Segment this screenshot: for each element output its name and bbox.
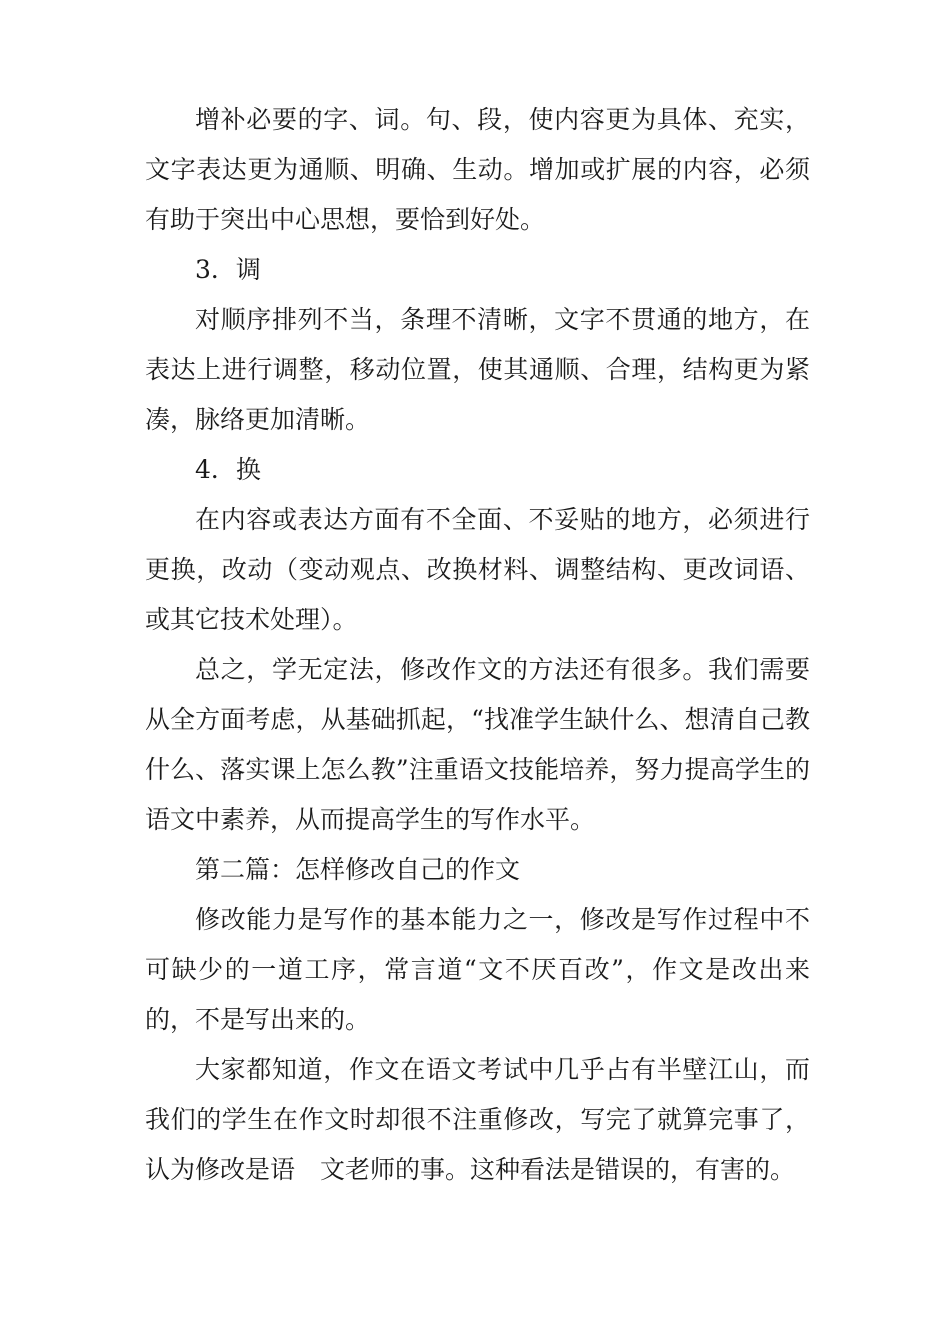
paragraph-supplement: 增补必要的字、词。句、段，使内容更为具体、充实，文字表达更为通顺、明确、生动。增加或扩展的内容，必须有助于突出中心思想，要恰到好处。	[145, 105, 810, 234]
paragraph-everyone-knows: 大家都知道，作文在语文考试中几乎占有半壁江山，而我们的学生在作文时却很不注重修改，写完了就算完事了，认为修改是语 文老师的事。这种看法是错误的，有害的。	[145, 1055, 810, 1184]
paragraph-revision-ability: 修改能力是写作的基本能力之一，修改是写作过程中不可缺少的一道工序，常言道“文不厌百改”，作文是改出来的，不是写出来的。	[145, 905, 810, 1034]
paragraph-adjust: 对顺序排列不当，条理不清晰，文字不贯通的地方，在表达上进行调整，移动位置，使其通顺、合理，结构更为紧凑，脉络更加清晰。	[145, 305, 810, 434]
paragraph-summary: 总之，学无定法，修改作文的方法还有很多。我们需要从全方面考虑，从基础抓起，“找准学生缺什么、想清自己教什么、落实课上怎么教”注重语文技能培养，努力提高学生的语文中素养，从而提高学生的写作水平。	[145, 655, 810, 834]
section-title-part-two: 第二篇：怎样修改自己的作文	[195, 855, 521, 884]
heading-replace: 4．换	[195, 455, 261, 484]
paragraph-replace: 在内容或表达方面有不全面、不妥贴的地方，必须进行更换，改动（变动观点、改换材料、调整结构、更改词语、或其它技术处理）。	[145, 505, 810, 634]
document-page	[145, 95, 810, 1195]
heading-adjust: 3．调	[195, 255, 261, 284]
